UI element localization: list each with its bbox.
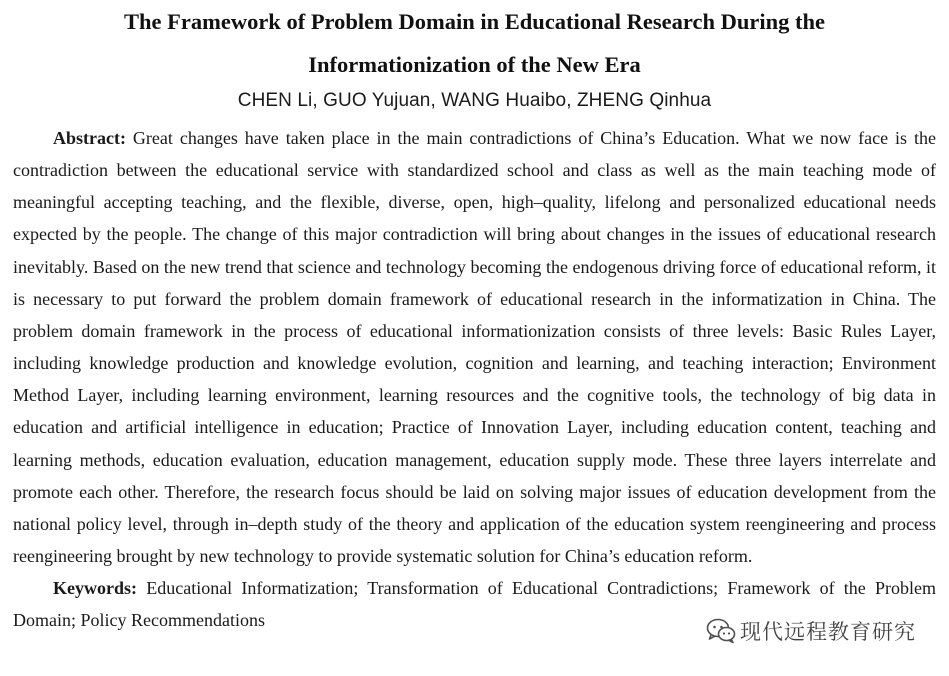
watermark-text: 现代远程教育研究	[740, 620, 916, 644]
paper-title-line2: Informationization of the New Era	[308, 52, 641, 77]
abstract-label: Abstract:	[53, 128, 126, 148]
paper-authors: CHEN Li, GUO Yujuan, WANG Huaibo, ZHENG Qinhua	[237, 90, 712, 111]
wechat-icon	[706, 618, 736, 644]
paper-title-line1: The Framework of Problem Domain in Educational Research During the	[123, 9, 825, 34]
abstract-paragraph	[13, 122, 936, 572]
wechat-watermark	[706, 616, 916, 646]
paper-page	[13, 0, 936, 637]
keywords-text: Educational Informatization; Transformation of Educational Contradictions; Framework of the Problem Domain; Policy Recommendations	[13, 578, 936, 631]
abstract-text: Great changes have taken place in the main contradictions of China’s Education. What we now face is the contradiction between the educational service with standardized school and class as well as the main teaching mode of meaningful accepting teaching, and the flexible, diverse, open, high–quality, lifelong and personalized educational needs expected by the people. The change of this major contradiction will bring about changes in the issues of educational research inevitably. Based on the new trend that science and technology becoming the endogenous driving force of educational reform, it is necessary to put forward the problem domain framework of educational research in the informatization in China. The problem domain framework in the process of educational informationization consists of three levels: Basic Rules Layer, including knowledge production and knowledge evolution, cognition and learning, and teaching interaction; Environment Method Layer, including learning environment, learning resources and the cognitive tools, the technology of big data in education and artificial intelligence in education; Practice of Innovation Layer, including education content, teaching and learning methods, education evaluation, education management, education supply mode. These three layers interrelate and promote each other. Therefore, the research focus should be laid on solving major issues of education development from the national policy level, through in–depth study of the theory and application of the education system reengineering and process reengineering brought by new technology to provide systematic solution for China’s education reform.	[13, 128, 936, 567]
keywords-label: Keywords:	[53, 578, 137, 599]
